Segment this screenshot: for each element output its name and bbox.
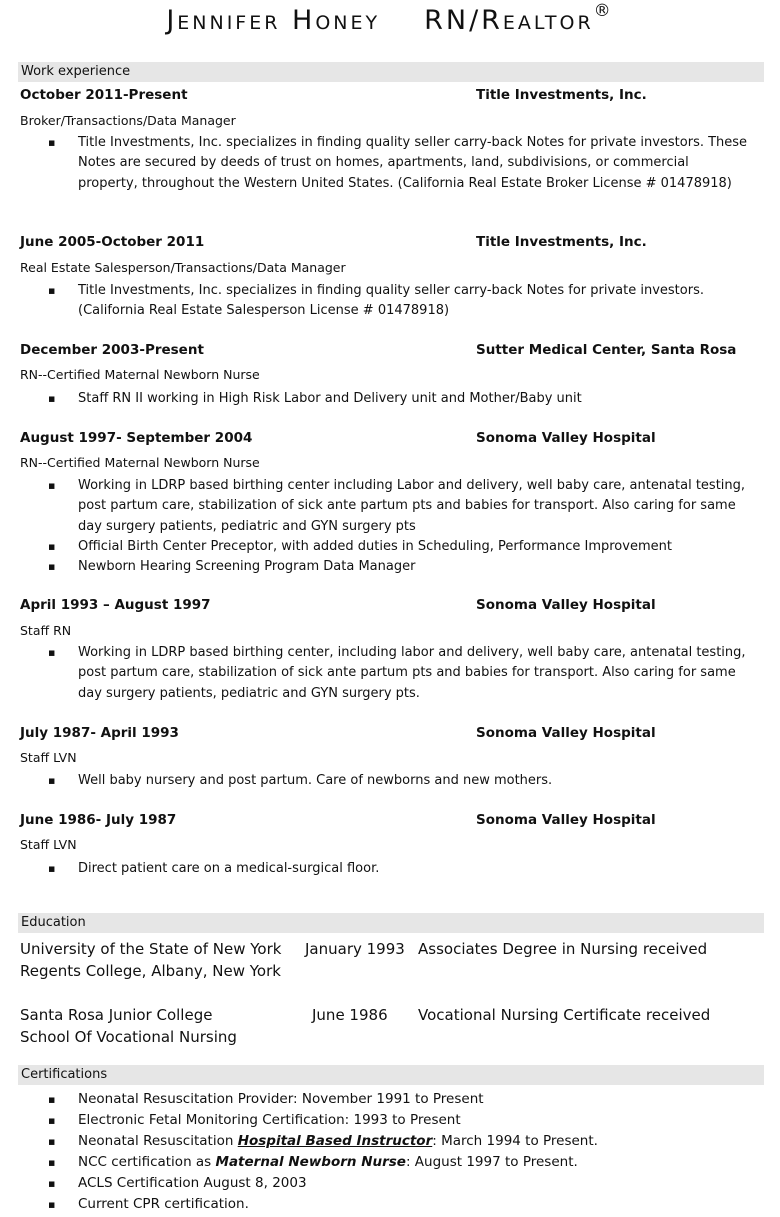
school-name: Santa Rosa Junior College — [20, 1006, 213, 1024]
cert-text: Neonatal Resuscitation — [78, 1133, 238, 1149]
job-header — [20, 597, 762, 613]
job-role: Real Estate Salesperson/Transactions/Data Manager — [20, 260, 346, 275]
job-dates: June 2005-October 2011 — [20, 234, 205, 250]
job-dates: June 1986- July 1987 — [20, 812, 177, 828]
list-item: ▪ Current CPR certification. — [48, 1194, 748, 1215]
cert-text: : March 1994 to Present. — [432, 1133, 598, 1149]
job-header — [20, 342, 762, 358]
school-name: University of the State of New York — [20, 940, 282, 958]
applicant-role: RN/Realtor — [424, 5, 594, 36]
job-header — [20, 430, 762, 446]
job-header — [20, 812, 762, 828]
list-item: ▪ Title Investments, Inc. specializes in finding quality seller carry-back Notes for private investors. (California Real Estate Salesperson License # 01478918) — [48, 281, 748, 322]
list-item: ▪ Electronic Fetal Monitoring Certification: 1993 to Present — [48, 1110, 748, 1131]
list-item: ▪ Official Birth Center Preceptor, with added duties in Scheduling, Performance Improvement — [48, 537, 748, 557]
job-header — [20, 725, 762, 741]
job-org: Title Investments, Inc. — [476, 234, 647, 250]
education-award: Associates Degree in Nursing received — [418, 940, 708, 958]
job-role: RN--Certified Maternal Newborn Nurse — [20, 367, 260, 382]
job-org: Sonoma Valley Hospital — [476, 430, 656, 446]
list-item: ▪ Well baby nursery and post partum. Care of newborns and new mothers. — [48, 771, 748, 791]
job-role: Staff RN — [20, 623, 72, 638]
registered-mark: ® — [593, 1, 614, 21]
certification-list — [48, 1089, 748, 1215]
list-item — [48, 1131, 748, 1152]
job-dates: July 1987- April 1993 — [20, 725, 179, 741]
job-dates: April 1993 – August 1997 — [20, 597, 211, 613]
list-item — [48, 1152, 748, 1173]
education-award: Vocational Nursing Certificate received — [418, 1006, 711, 1024]
job-role: Broker/Transactions/Data Manager — [20, 113, 236, 128]
job-bullets — [48, 643, 748, 704]
list-item: ▪ Title Investments, Inc. specializes in finding quality seller carry-back Notes for private investors. These Notes are secured by deeds of trust on homes, apartments, land, subdivisions, or commercial property, throughout the Western United States. (California Real Estate Broker License # 01478918) — [48, 133, 748, 194]
applicant-name: Jennifer Honey — [166, 5, 381, 36]
list-item: ▪ Direct patient care on a medical-surgical floor. — [48, 859, 748, 879]
job-header — [20, 234, 762, 250]
school-location: Regents College, Albany, New York — [20, 962, 281, 980]
job-bullets — [48, 771, 748, 791]
job-role: Staff LVN — [20, 837, 77, 852]
list-item: ▪ Newborn Hearing Screening Program Data Manager — [48, 557, 748, 577]
cert-emphasis: Maternal Newborn Nurse — [215, 1154, 406, 1170]
job-bullets — [48, 859, 748, 879]
resume-title — [0, 1, 780, 36]
section-header-work: Work experience — [18, 62, 764, 82]
education-school — [20, 1004, 237, 1048]
job-role: RN--Certified Maternal Newborn Nurse — [20, 455, 260, 470]
job-dates: December 2003-Present — [20, 342, 204, 358]
job-header — [20, 87, 762, 103]
list-item: ▪ Working in LDRP based birthing center including Labor and delivery, well baby care, antenatal testing, post partum care, stabilization of sick ante partum pts and babies for transport. Also caring for same day surgery patients, pediatric and GYN surgery pts — [48, 476, 748, 537]
job-dates: August 1997- September 2004 — [20, 430, 253, 446]
job-org: Sonoma Valley Hospital — [476, 812, 656, 828]
job-org: Sonoma Valley Hospital — [476, 597, 656, 613]
section-header-certifications: Certifications — [18, 1065, 764, 1085]
list-item: ▪ Staff RN II working in High Risk Labor and Delivery unit and Mother/Baby unit — [48, 389, 748, 409]
school-program: School Of Vocational Nursing — [20, 1028, 237, 1046]
job-org: Title Investments, Inc. — [476, 87, 647, 103]
job-bullets — [48, 281, 748, 322]
job-org: Sonoma Valley Hospital — [476, 725, 656, 741]
cert-text: : August 1997 to Present. — [405, 1154, 578, 1170]
education-date: January 1993 — [305, 940, 405, 958]
cert-emphasis: Hospital Based Instructor — [237, 1133, 433, 1149]
job-dates: October 2011-Present — [20, 87, 188, 103]
job-bullets — [48, 476, 748, 577]
job-role: Staff LVN — [20, 750, 77, 765]
job-bullets — [48, 133, 748, 194]
job-org: Sutter Medical Center, Santa Rosa — [476, 342, 737, 358]
education-date: June 1986 — [312, 1006, 388, 1024]
list-item: ▪ ACLS Certification August 8, 2003 — [48, 1173, 748, 1194]
cert-text: NCC certification as — [78, 1154, 216, 1170]
section-header-education: Education — [18, 913, 764, 933]
list-item: ▪ Neonatal Resuscitation Provider: November 1991 to Present — [48, 1089, 748, 1110]
job-bullets — [48, 389, 748, 409]
list-item: ▪ Working in LDRP based birthing center, including labor and delivery, well baby care, antenatal testing, post partum care, stabilization of sick ante partum pts and babies for transport. Also caring for same day surgery patients, pediatric and GYN surgery pts. — [48, 643, 748, 704]
education-school — [20, 938, 281, 982]
